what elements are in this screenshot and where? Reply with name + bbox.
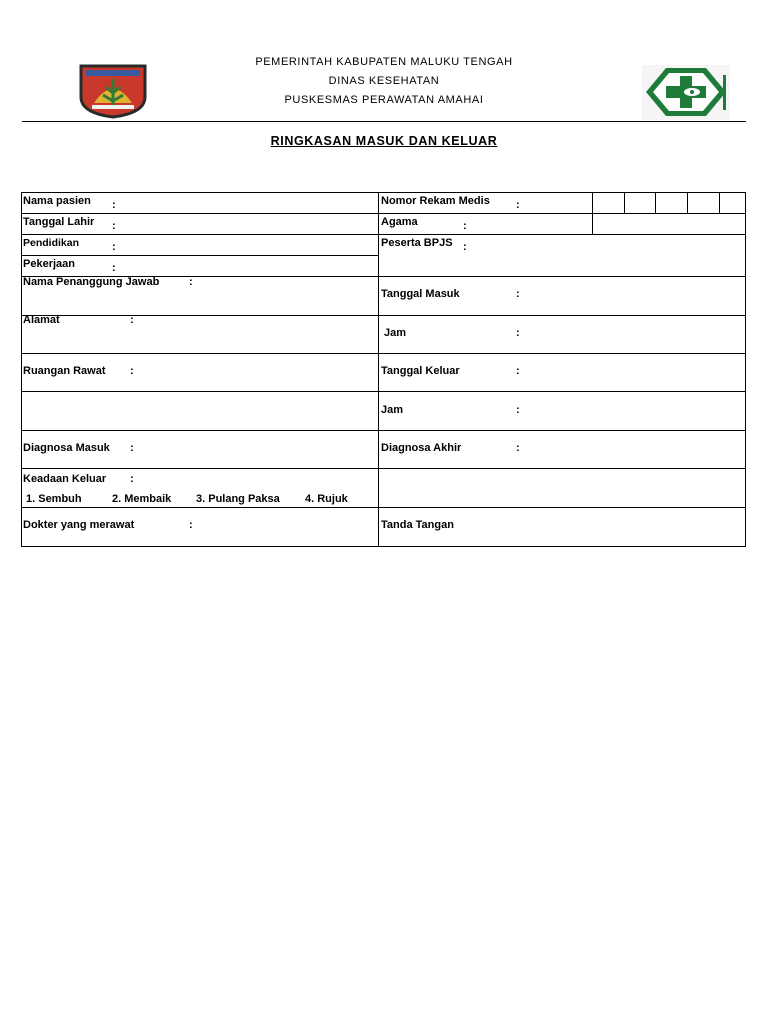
colon: :: [112, 241, 116, 253]
header-facility: PUSKESMAS PERAWATAN AMAHAI: [284, 94, 484, 106]
label-nomor-rekam-medis: Nomor Rekam Medis: [381, 195, 490, 207]
colon: :: [112, 220, 116, 232]
row-divider: [379, 507, 745, 508]
label-tanda-tangan: Tanda Tangan: [381, 519, 454, 531]
label-pekerjaan: Pekerjaan: [23, 258, 75, 270]
colon: :: [463, 220, 467, 232]
rm-digit-divider: [624, 192, 625, 213]
puskesmas-logo-icon: [642, 65, 730, 120]
row-divider: [22, 234, 379, 235]
label-jam-masuk: Jam: [384, 327, 407, 339]
row-divider: [22, 391, 379, 392]
header-divider: [22, 121, 746, 122]
row-divider: [22, 468, 379, 469]
label-agama: Agama: [381, 216, 418, 228]
row-divider: [22, 353, 379, 354]
row-divider: [22, 255, 379, 256]
header-department: DINAS KESEHATAN: [328, 75, 440, 87]
label-alamat: Alamat: [23, 314, 60, 326]
colon: :: [516, 327, 520, 339]
rm-digit-divider: [687, 192, 688, 213]
option-pulang-paksa: 3. Pulang Paksa: [196, 493, 280, 505]
header-government: PEMERINTAH KABUPATEN MALUKU TENGAH: [255, 56, 513, 68]
label-ruangan-rawat: Ruangan Rawat: [23, 365, 106, 377]
colon: :: [112, 262, 116, 274]
colon: :: [463, 241, 467, 253]
label-tanggal-masuk: Tanggal Masuk: [381, 288, 460, 300]
label-tanggal-lahir: Tanggal Lahir: [23, 216, 95, 228]
colon: :: [112, 199, 116, 211]
column-divider: [378, 192, 379, 546]
row-divider: [22, 315, 379, 316]
row-divider: [379, 234, 745, 235]
colon: :: [130, 365, 134, 377]
colon: :: [516, 404, 520, 416]
option-membaik: 2. Membaik: [112, 493, 172, 505]
row-divider: [22, 507, 379, 508]
label-pendidikan: Pendidikan: [23, 237, 80, 249]
row-divider: [22, 213, 379, 214]
row-divider: [379, 353, 745, 354]
colon: :: [189, 276, 193, 288]
colon: :: [516, 442, 520, 454]
row-divider: [379, 391, 745, 392]
regency-crest-icon: [78, 63, 148, 119]
label-diagnosa-akhir: Diagnosa Akhir: [381, 442, 462, 454]
row-divider: [379, 430, 745, 431]
document-title-text: RINGKASAN MASUK DAN KELUAR: [270, 134, 498, 148]
colon: :: [189, 519, 193, 531]
colon: :: [516, 365, 520, 377]
colon: :: [130, 314, 134, 326]
label-peserta-bpjs: Peserta BPJS: [381, 237, 453, 249]
colon: :: [516, 288, 520, 300]
label-tanggal-keluar: Tanggal Keluar: [381, 365, 460, 377]
label-diagnosa-masuk: Diagnosa Masuk: [23, 442, 110, 454]
rm-digit-divider: [719, 192, 720, 213]
row-divider: [379, 468, 745, 469]
row-divider: [22, 430, 379, 431]
rm-digit-divider: [655, 192, 656, 213]
option-rujuk: 4. Rujuk: [305, 493, 348, 505]
colon: :: [130, 442, 134, 454]
row-divider: [379, 315, 745, 316]
label-nama-penanggung-jawab: Nama Penanggung Jawab: [23, 276, 160, 288]
option-sembuh: 1. Sembuh: [26, 493, 82, 505]
document-title: [0, 134, 768, 148]
label-dokter: Dokter yang merawat: [23, 519, 135, 531]
row-divider: [379, 213, 745, 214]
colon: :: [130, 473, 134, 485]
row-divider: [379, 276, 745, 277]
colon: :: [516, 199, 520, 211]
column-divider: [592, 192, 593, 234]
label-jam-keluar: Jam: [381, 404, 404, 416]
label-nama-pasien: Nama pasien: [23, 195, 91, 207]
label-keadaan-keluar: Keadaan Keluar: [23, 473, 107, 485]
